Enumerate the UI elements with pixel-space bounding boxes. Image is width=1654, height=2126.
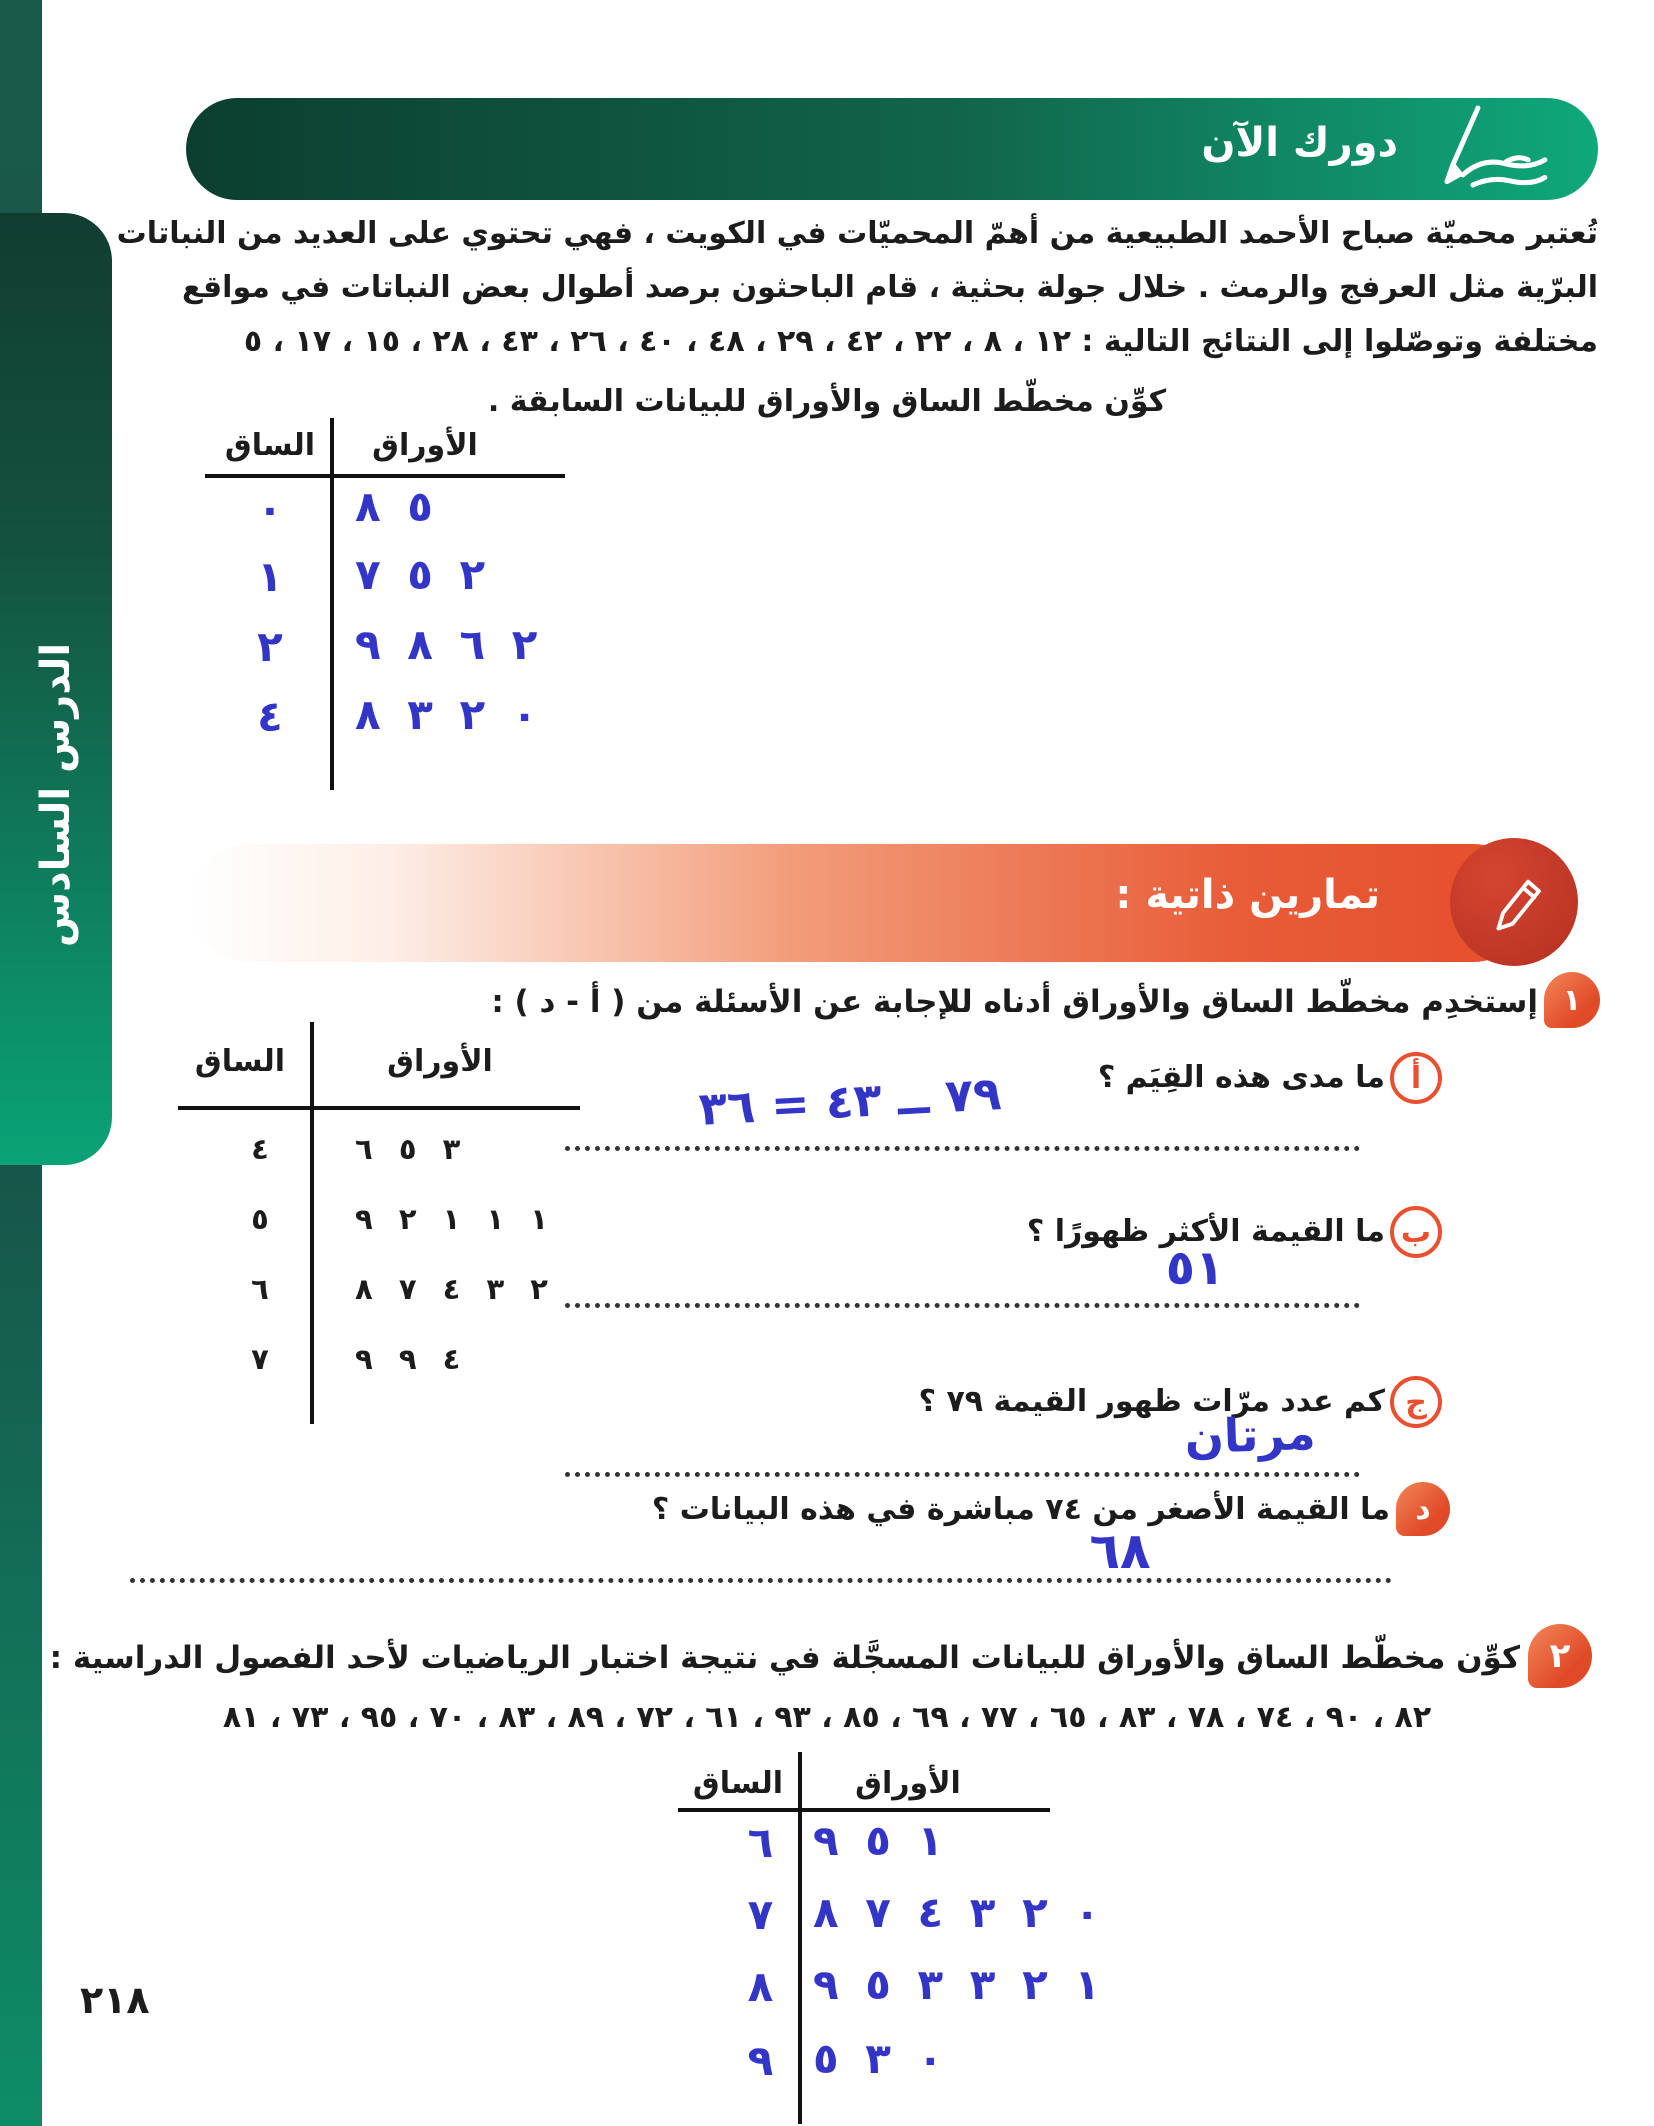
question-1-stem-leaf-table — [150, 1022, 590, 1424]
part-c-text: كم عدد مرّات ظهور القيمة ٧٩ ؟ — [918, 1384, 1385, 1419]
leaves-cell: ١ ٢ ٣ ٣ ٥ ٩ — [813, 1960, 1100, 2009]
stem-cell: ٧ — [747, 1890, 774, 1939]
leaves-cell: ٠ ٢ ٣ ٤ ٧ ٨ — [813, 1888, 1100, 1937]
leaves-cell: ٣ ٥ ٦ — [355, 1132, 461, 1166]
leaves-cell: ٤ ٩ ٩ — [355, 1342, 461, 1376]
leaves-cell: ٥ ٨ — [355, 482, 433, 531]
question-1-badge: ١ — [1544, 972, 1600, 1028]
stem-cell: ٤ — [257, 692, 283, 741]
answer-line — [565, 1303, 1360, 1308]
leaves-cell: ٢ ٥ ٧ — [355, 550, 486, 599]
question-2-badge: ٢ — [1528, 1624, 1592, 1688]
part-a-badge: أ — [1390, 1052, 1442, 1104]
writing-hand-icon — [1413, 103, 1573, 195]
leaves-cell: ٠ ٢ ٣ ٨ — [355, 690, 538, 739]
leaves-cell: ٢ ٣ ٤ ٧ ٨ — [355, 1272, 548, 1306]
stem-cell: ٢ — [257, 622, 283, 671]
table-horizontal-line — [178, 1106, 580, 1110]
part-d-text: ما القيمة الأصغر من ٧٤ مباشرة في هذه البيانات ؟ — [651, 1492, 1390, 1527]
leaves-header: الأوراق — [372, 428, 478, 463]
your-turn-title: دورك الآن — [1201, 120, 1398, 166]
answer-line — [565, 1472, 1360, 1477]
stem-cell: ٥ — [251, 1202, 269, 1236]
stem-cell: ٨ — [747, 1962, 774, 2011]
part-d-answer: ٦٨ — [1089, 1522, 1151, 1580]
stem-cell: ٧ — [251, 1342, 269, 1376]
stem-cell: ٤ — [251, 1132, 269, 1166]
part-c-badge: ج — [1390, 1376, 1442, 1428]
table-horizontal-line — [678, 1808, 1050, 1812]
your-turn-stem-leaf-table — [150, 418, 570, 790]
exercises-title: تمارين ذاتية : — [1115, 872, 1380, 918]
leaves-cell: ١ ٥ ٩ — [813, 1816, 944, 1865]
stem-header: الساق — [224, 428, 316, 463]
question-1-text: إستخدِم مخطّط الساق والأوراق أدناه للإجابة عن الأسئلة من ( أ - د ) : — [491, 984, 1538, 1020]
table-horizontal-line — [205, 474, 565, 478]
part-a-text: ما مدى هذه القِيَم ؟ — [1097, 1060, 1385, 1095]
leaves-header: الأوراق — [387, 1044, 493, 1079]
stem-cell: ٠ — [257, 484, 283, 533]
intro-paragraph-line-4: كوِّن مخطّط الساق والأوراق للبيانات السابقة . — [487, 384, 1167, 419]
question-2-data-values: ٨٢ ، ٩٠ ، ٧٤ ، ٧٨ ، ٨٣ ، ٦٥ ، ٧٧ ، ٦٩ ، ٨٥ ، ٩٣ ، ٦١ ، ٧٢ ، ٨٩ ، ٨٣ ، ٧٠ ، ٩٥ ، ٧٣ ، ٨١ — [222, 1700, 1432, 1735]
part-a-answer: ٧٩ ــ ٤٣ = ٣٦ — [697, 1066, 1003, 1136]
answer-line — [565, 1146, 1360, 1151]
intro-paragraph-line-3: مختلفة وتوصّلوا إلى النتائج التالية : ١٢ ، ٨ ، ٢٢ ، ٤٢ ، ٢٩ ، ٤٨ ، ٤٠ ، ٢٦ ، ٤٣ ، ٢٨ ، ١٥ ، ١٧ ، ٥ — [243, 324, 1598, 359]
part-d-badge: د — [1396, 1482, 1450, 1536]
stem-header: الساق — [692, 1766, 784, 1801]
leaves-header: الأوراق — [855, 1766, 961, 1801]
part-b-answer: ٥١ — [1165, 1240, 1225, 1296]
leaves-cell: ٠ ٣ ٥ — [813, 2034, 944, 2083]
stem-cell: ٦ — [747, 1818, 774, 1867]
stem-cell: ١ — [257, 552, 283, 601]
part-b-badge: ب — [1390, 1206, 1442, 1258]
stem-cell: ٩ — [747, 2036, 774, 2085]
stem-cell: ٦ — [251, 1272, 269, 1306]
answer-line — [130, 1578, 1392, 1583]
part-c-answer: مرتان — [1183, 1405, 1317, 1465]
part-b-text: ما القيمة الأكثر ظهورًا ؟ — [1026, 1214, 1385, 1249]
intro-paragraph-line-2: البرّية مثل العرفج والرمث . خلال جولة بحثية ، قام الباحثون برصد أطوال بعض النباتات في مواقع — [182, 270, 1598, 305]
your-turn-banner — [186, 98, 1598, 200]
table-vertical-line — [310, 1022, 314, 1424]
page-number: ٢١٨ — [80, 1978, 150, 2022]
leaves-cell: ٢ ٦ ٨ ٩ — [355, 620, 538, 669]
question-2-text: كوِّن مخطّط الساق والأوراق للبيانات المسجَّلة في نتيجة اختبار الرياضيات لأحد الفصول الدراسية : — [49, 1640, 1520, 1676]
stem-header: الساق — [194, 1044, 286, 1079]
pencil-icon — [1450, 838, 1578, 966]
question-2-stem-leaf-table — [598, 1752, 1100, 2124]
lesson-label: الدرس السادس — [33, 642, 79, 948]
leaves-cell: ١ ١ ١ ٢ ٩ — [355, 1202, 548, 1236]
intro-paragraph-line-1: تُعتبر محميّة صباح الأحمد الطبيعية من أهمّ المحميّات في الكويت ، فهي تحتوي على العديد من النباتات — [116, 216, 1598, 251]
